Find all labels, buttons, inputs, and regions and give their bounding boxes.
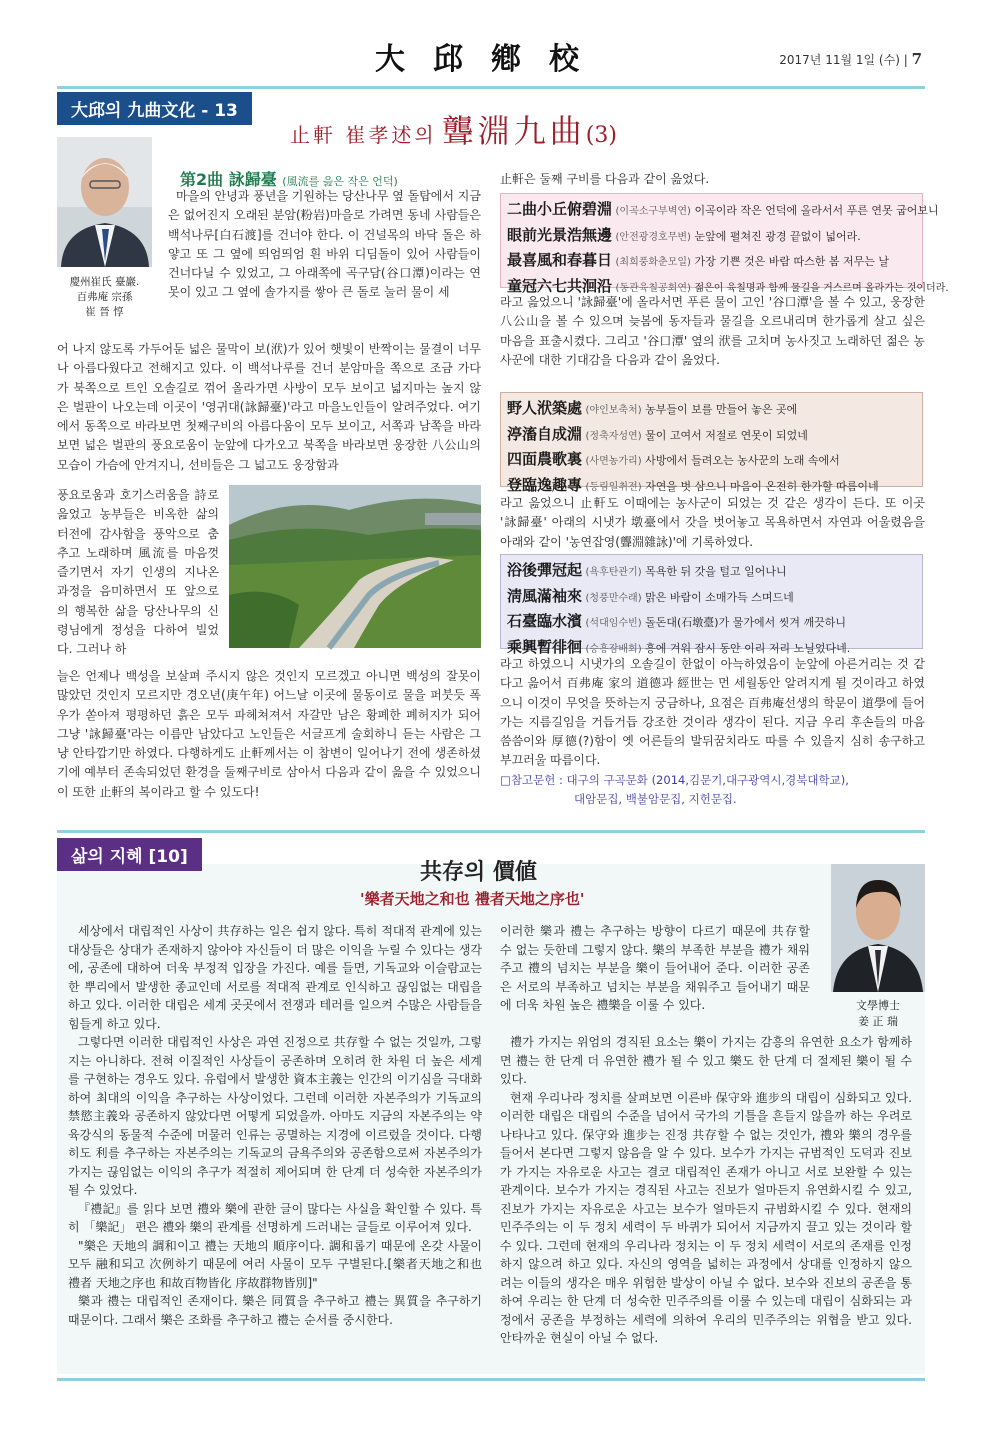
paragraph: 현재 우리나라 정치를 살펴보면 이른바 保守와 進步의 대립이 심화되고 있다. 이러한 대립은 대립의 수준을 넘어서 국가의 기틀을 흔들지 않을까 하는 우려로 나타나고 있다. 保守와 進步는 진정 共存할 수 없는 것인가, 禮와 樂의 경우를 들어서 본다면 그렇지 않음을 알 수 있다. 보수가 가지는 규범적인 도덕과 진보가 가지는 자유로운 사고는 결코 대립적인 존재가 아니고 서로 보완할 수 있는 관계이다. 보수가 가지는 경직된 사고는 진보가 얼마든지 유연화시킬 수 있고, 진보가 가지는 자유로운 사고는 보수가 얼마든지 규범화시킬 수 있다. 현재의 민주주의는 이 두 정치 세력이 두 바퀴가 되어서 지금까지 끌고 있는 것이라 할 수 있다. 그런데 현재의 우리나라 정치는 이 두 정치 세력이 서로의 존재를 인정하지 않으려 하고 있다. 자신의 영역을 넓히는 과정에서 상대를 인정하지 않으려는 이들의 생각은 매우 위험한 발상이 아닐 수 없다. 보수와 진보의 공존을 통하여 우리는 한 단계 더 성숙한 민주주의를 이룰 수 있는데 대립이 심화되는 과정에서 공존을 부정하는 세력에 의하여 우리의 민주주의는 위협을 받고 있다. 안타까운 현실이 아닐 수 없다. (500, 1090, 912, 1345)
article2-title: 共存의 價値 (420, 860, 537, 885)
title-part: (3) (585, 123, 617, 148)
poem-reading: (정축자성연) (585, 430, 642, 442)
paragraph: 그렇다면 이러한 대립적인 사상은 과연 진정으로 共存할 수 없는 것일까, 그렇지는 아니하다. 전혀 이질적인 사상들이 공존하며 오히려 한 차원 더 높은 세계를 구현하는 경우도 있다. 유럽에서 발생한 資本主義는 인간의 이기심을 극대화하여 최대의 이익을 추구하는 사상이었다. 그런데 이러한 자본주의가 기독교의 禁慾主義와 공존하지 않았다면 어떻게 되었을까. 아마도 지금의 자본주의는 약육강식의 동물적 수준에 머물러 인류는 공멸하는 지경에 이르렀을 것이다. 다행히도 利를 추구하는 자본주의는 기독교의 금욕주의와 공존함으로써 자본주의가 가지는 끊임없는 이익의 추구가 적절히 제어되며 한 단계 더 성숙한 자본주의가 될 수 있었다. (68, 1035, 482, 1197)
subtitle-note: (風流를 읊은 작은 언덕) (282, 175, 398, 188)
poem-line (507, 198, 939, 224)
stream-landscape-photo (229, 485, 481, 648)
poem-translation: 목욕한 뒤 갓을 털고 일어나니 (645, 565, 787, 578)
poem-translation: 눈앞에 펼쳐진 광경 끝없이 넓어라. (694, 229, 861, 243)
middle-rule (57, 830, 925, 833)
poem-hanja: 最喜風和春暮日 (507, 251, 613, 269)
issue-date: 2017년 11월 1일 (수) | 7 (779, 50, 922, 68)
caption-line: 姜 正 瑞 (858, 1015, 898, 1028)
poem-line (507, 423, 916, 449)
poem-line (507, 559, 916, 585)
top-rule (57, 86, 925, 89)
poem-box-1 (500, 193, 949, 295)
author2-photo (831, 864, 925, 992)
poem-reading: (욕후탄관기) (585, 567, 642, 578)
page-number: 7 (911, 50, 922, 68)
poem-translation: 농부들이 보를 만들어 놓은 곳에 (645, 403, 798, 416)
masthead-title: 大邱鄕校 (375, 42, 607, 77)
date-text: 2017년 11월 1일 (수) (779, 53, 900, 67)
poem-translation: 젊은이 육칠명과 함께 물길을 거스르며 올라가는 것이더라. (694, 282, 949, 294)
poem-hanja: 四面農歌裏 (507, 450, 583, 468)
article1-body-b: 어 나지 않도록 가두어둔 넓은 물막이 보(洑)가 있어 햇빛이 반짝이는 물결이 너무나 아름다웠다고 전해지고 있다. 이 백석나루를 건너 분암마을 쪽으로 조금 가다가 북쪽으로 트인 오솔길로 꺾어 올라가면 사방이 모두 보이고 넓지마는 높지 않은 벌판이 나오는데 이곳이 '영귀대(詠歸臺)'라고 마을노인들이 알려주었다. 여기에서 동쪽으로 바라보면 첫째구비의 아름다움이 모두 보이고, 서쪽과 남쪽을 바라보면 넓은 벌판의 풍요로움이 눈앞에 다가오고 북쪽을 바라보면 웅장한 八公山의 모습이 가슴에 안겨지니, 선비들은 그 넓고도 웅장함과 (57, 342, 481, 472)
author2-caption (831, 998, 925, 1030)
poem-hanja: 童冠六七共洄沿 (507, 276, 613, 295)
poem-line (507, 585, 916, 611)
poem-reading: (동관육칠공회연) (615, 282, 691, 294)
ref-item: 대암문집, 백불암문집, 지헌문집. (574, 792, 737, 806)
quote: "樂은 天地의 調和이고 禮는 天地의 順序이다. 調和롭기 때문에 온갖 사물이 모두 融和되고 次例하기 때문에 여러 사물이 모두 구별된다.[樂者天地之和也 禮者 天地之序也 和故百物皆化 序故群物皆別]" (68, 1238, 482, 1290)
ref-label: □참고문헌 : (500, 773, 563, 787)
poem-reading: (야인보축처) (585, 405, 642, 416)
poem-box-3 (500, 554, 923, 656)
poem-translation: 맑은 바람이 소매가득 스며드네 (645, 590, 794, 604)
paragraph: 禮가 가지는 위엄의 경직된 요소는 樂이 가지는 감흥의 유연한 요소가 함께하면 禮는 한 단계 더 유연한 禮가 될 수 있고 樂도 한 단계 더 절제된 樂이 될 수 있다. (500, 1035, 912, 1086)
poem-hanja: 登臨逸趣專 (507, 475, 583, 494)
poem-reading: (청풍만수래) (585, 592, 642, 604)
poem-translation: 흥에 겨워 잠시 동안 이리 저리 노닐었다네. (645, 641, 851, 655)
article1-body-c: 풍요로움과 호기스러움을 詩로 읊었고 농부들은 비옥한 삶의 터전에 감사함을 풍악으로 춤추고 노래하며 風流를 마음껏 즐기면서 자기 인생의 지나온 과정을 음미하면서 또 앞으로의 행복한 삶을 당산나무의 신령님에게 정성을 다하여 빌었다. 그러나 하 (57, 488, 219, 657)
poem-line (507, 448, 916, 474)
author-photo (57, 137, 152, 267)
col2-para4: 라고 하였으니 시냇가의 오솔길이 한없이 아늑하였음이 눈앞에 아른거리는 것 같다고 읊어서 百弗庵 家의 道德과 經世는 먼 세월동안 알려지게 될 것이라고 하였으니 이것이 무엇을 뜻하는지 궁금하나, 요점은 百弗庵선생의 학문이 道學에 들어가는 지름길임을 거듭거듭 강조한 것이라 생각이 된다. 지금 우리 후손들의 마음 씀씀이와 厚德(?)함이 옛 어른들의 발뒤꿈치라도 따를 수 있을지 심히 송구하고 부끄러울 따름이다. (500, 657, 925, 768)
caption-line: 文學博士 (856, 999, 900, 1012)
section-label-culture: 大邱의 九曲文化 - 13 (57, 92, 252, 125)
poem-translation: 돌돈대(石墩臺)가 물가에서 씻겨 깨끗하니 (645, 616, 846, 629)
poem-box-2 (500, 392, 923, 494)
caption-line: 慶州崔氏 臺巖. (69, 276, 140, 288)
poem-reading: (등림일취전) (585, 481, 642, 493)
paragraph: 『禮記』를 읽다 보면 禮와 樂에 관한 글이 많다는 사실을 확인할 수 있다. 특히 「樂記」 편은 禮와 樂의 관계를 선명하게 드러내는 글들로 이루어져 있다. (68, 1201, 482, 1234)
poem-hanja: 乘興暫徘徊 (507, 637, 583, 656)
col2-para2: 라고 읊었으니 '詠歸臺'에 올라서면 푸른 물이 고인 '谷口潭'을 볼 수 있고, 웅장한 八公山을 볼 수 있으며 늦봄에 동자들과 물길을 오르내리며 한가롭게 살고 싶은 마음을 표출시켰다. 그리고 '谷口潭' 옆의 洑를 고치며 농사짓고 노래하던 젊은 농사꾼에 대한 기대감을 다음과 같이 읊었다. (500, 295, 925, 367)
article2-col2-b (500, 1033, 912, 1348)
ref-item: 대구의 구곡문화 (2014,김문기,대구광역시,경북대학교), (566, 773, 849, 787)
poem-line (507, 610, 916, 636)
title-main: 聾淵九曲 (441, 112, 586, 150)
article1-body-d: 늘은 언제나 백성을 보살펴 주시지 않은 것인지 모르겠고 아니면 백성의 잘못이 많았던 것인지 모르지만 경오년(庚午年) 어느날 이곳에 물동이로 물을 퍼붓듯 폭우가 쏟아져 평평하던 흙은 모두 파헤쳐져서 자갈만 남은 황폐한 폐허지가 되어 그냥 '詠歸臺'라는 이름만 남았다고 노인들은 서글프게 술회하니 듣는 사람은 그냥 안타깝기만 하였다. 다행하게도 止軒께서는 이 참변이 일어나기 전에 생존하셨기에 예부터 존속되었던 환경을 둘째구비로 삼아서 다음과 같이 읊을 수 있었으니 이 또한 止軒의 복이라고 할 수 있도다! (57, 669, 481, 799)
poem-line (507, 249, 916, 275)
poem-reading: (안전광경호무변) (615, 231, 691, 243)
poem-reading: (승흥잠배회) (585, 643, 642, 655)
poem-reading: (최희풍화춘모일) (615, 257, 691, 268)
paragraph: 세상에서 대립적인 사상이 共存하는 일은 쉽지 않다. 특히 적대적 관계에 있는 대상들은 상대가 존재하지 않아야 자신들이 더 많은 이익을 누릴 수 있다는 생각에, 공존에 대하여 더욱 부정적 입장을 가진다. 예를 들면, 기독교와 이슬람교는 한 뿌리에서 발생한 종교인데 서로를 적대적 관계로 인식하고 끊임없는 대립을 하고 있다. 이러한 대립은 세계 곳곳에서 전쟁과 테러를 일으켜 수많은 사람들을 힘들게 하고 있다. (68, 924, 482, 1031)
poem-reading: (사면농가리) (585, 456, 642, 467)
poem-hanja: 二曲小丘俯碧淵 (507, 200, 613, 218)
article2-subtitle: '樂者天地之和也 禮者天地之序也' (360, 890, 585, 908)
poem-hanja: 浴後彈冠起 (507, 561, 583, 579)
caption-line: 百弗庵 宗孫 (76, 291, 133, 303)
poem-translation: 이곡이라 작은 언덕에 올라서서 푸른 연못 굽어보니 (694, 204, 939, 217)
paragraph: 樂과 禮는 대립적인 존재이다. 樂은 同質을 추구하고 禮는 異質을 추구하기 때문이다. 그래서 樂은 조화를 추구하고 禮는 순서를 중시한다. (68, 1294, 482, 1327)
article2-col1 (68, 922, 482, 1329)
poem-hanja: 石臺臨水濱 (507, 612, 583, 630)
article1-title (290, 106, 617, 152)
poem-hanja: 野人洑築處 (507, 399, 583, 417)
title-author: 止軒 崔孝述의 (290, 123, 437, 147)
article1-body-a: 마을의 안녕과 풍년을 기원하는 당산나무 옆 돌탑에서 지금은 없어진지 오래된 분암(粉岩)마을로 가려면 동네 사람들은 백석나루[白石渡]를 건너야 한다. 이 건널목의 바닥 돌은 하얗고 또 그 옆에 띄엄띄엄 흰 바위 디딤돌이 있어 사람들이 건너다닐 수 있었고, 그 아래쪽에 곡구담(谷口潭)이라는 연못이 있고 그 옆에 솔가지를 쌓아 큰 돌로 눌러 물이 세 (168, 189, 481, 300)
article2-col2-a: 이러한 樂과 禮는 추구하는 방향이 다르기 때문에 共存할 수 없는 듯한데 그렇지 않다. 樂의 부족한 부분을 禮가 채워주고 禮의 넘치는 부분을 樂이 들어내어 준다. 이러한 공존은 서로의 부족하고 넘치는 부분을 채워주고 들어내기 때문에 더욱 차원 높은 禮樂을 이룰 수 있다. (500, 924, 810, 1012)
poem-translation: 자연을 벗 삼으니 마음이 온전히 한가할 따름이네 (645, 479, 879, 493)
poem-reading: (석대임수빈) (585, 618, 642, 629)
poem-translation: 물이 고여서 저절로 연못이 되었네 (645, 428, 808, 442)
poem-line (507, 397, 916, 423)
poem-hanja: 渟滀自成淵 (507, 424, 583, 443)
caption-line: 崔 晉 惇 (85, 306, 124, 318)
bottom-rule (57, 1378, 925, 1381)
poem-translation: 사방에서 들려오는 농사꾼의 노래 속에서 (645, 454, 840, 467)
subtitle-text: 第2曲 詠歸臺 (180, 170, 277, 189)
col2-intro: 止軒은 둘째 구비를 다음과 같이 읊었다. (500, 172, 710, 186)
references (500, 771, 925, 809)
poem-hanja: 眼前光景浩無邊 (507, 225, 613, 244)
author-caption (57, 275, 152, 320)
poem-line (507, 224, 916, 250)
poem-reading: (이곡소구부벽연) (615, 206, 691, 217)
poem-hanja: 淸風滿袖來 (507, 586, 583, 605)
section-label-wisdom: 삶의 지혜 [10] (57, 838, 202, 871)
col2-para3: 라고 읊었으니 止軒도 이때에는 농사군이 되었는 것 같은 생각이 든다. 또 이곳 '詠歸臺' 아래의 시냇가 墩臺에서 갓을 벗어놓고 목욕하면서 자연과 어울렸음을 아래와 같이 '농연잡영(聾淵雜詠)'에 기록하였다. (500, 496, 925, 549)
poem-translation: 가장 기쁜 것은 바람 따스한 봄 저무는 날 (694, 255, 889, 268)
